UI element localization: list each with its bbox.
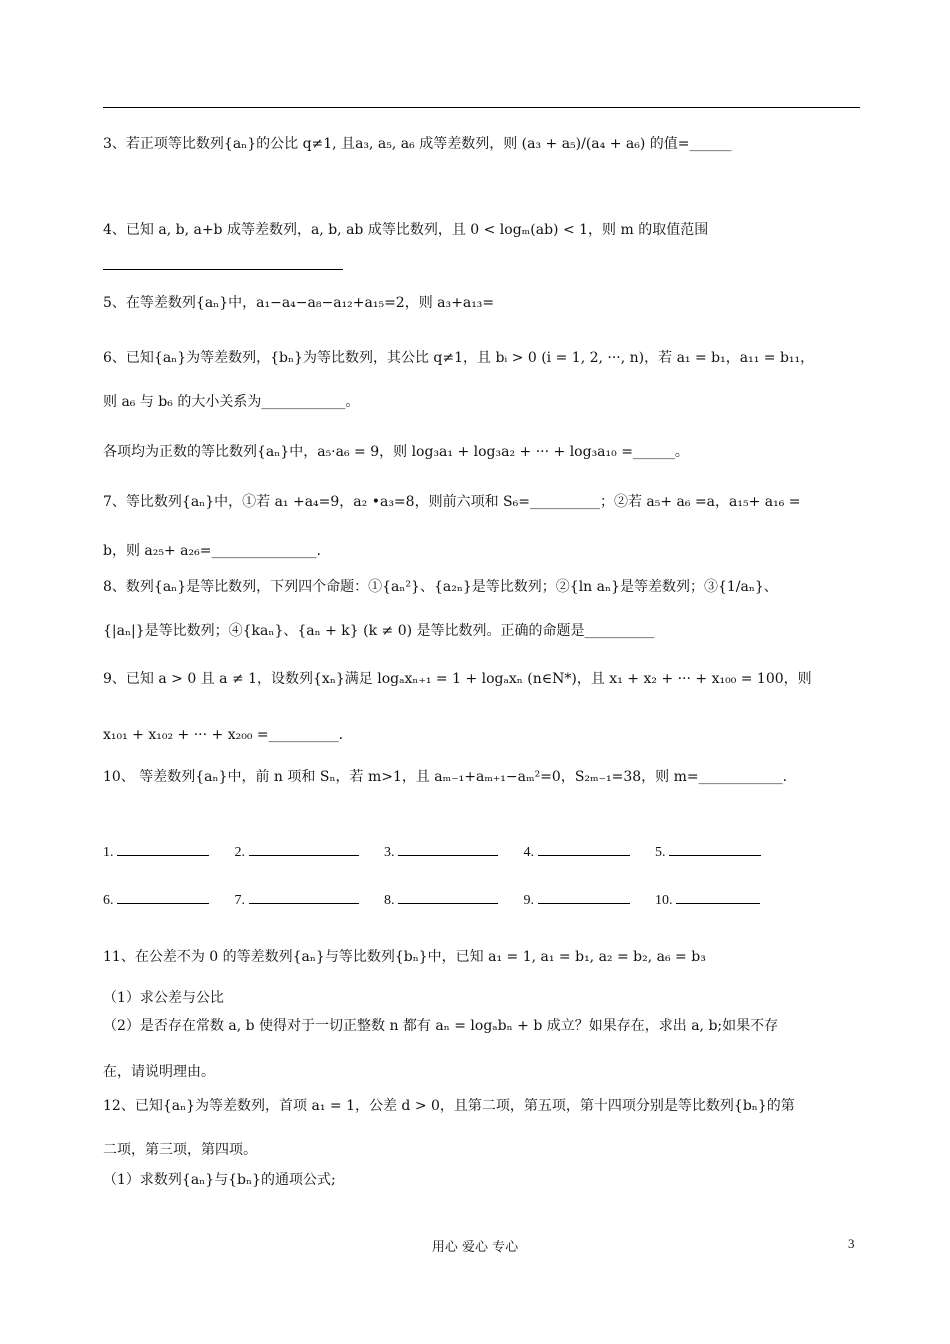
question-9-cont: x₁₀₁ + x₁₀₂ + ··· + x₂₀₀ =__________. — [103, 727, 344, 743]
answers-row-2 — [103, 889, 803, 909]
answer-slot: 8. — [384, 889, 498, 909]
header-rule — [103, 107, 860, 108]
question-6-relation: 则 a₆ 与 b₆ 的大小关系为____________。 — [103, 394, 360, 410]
answer-slot: 3. — [384, 841, 498, 861]
answer-slot: 1. — [103, 841, 209, 861]
answer-slot: 5. — [655, 841, 761, 861]
answer-slot: 9. — [524, 889, 630, 909]
question-12-part1: （1）求数列{aₙ}与{bₙ}的通项公式; — [103, 1172, 336, 1188]
question-6-log: 各项均为正数的等比数列{aₙ}中，a₅·a₆ = 9，则 log₃a₁ + log₃a₂ + ··· + log₃a₁₀ =______。 — [103, 444, 689, 460]
answers-row-1 — [103, 841, 803, 861]
question-4: 4、已知 a, b, a+b 成等差数列，a, b, ab 成等比数列，且 0 < logₘ(ab) < 1，则 m 的取值范围 — [103, 222, 709, 238]
question-7: 7、等比数列{aₙ}中，①若 a₁ +a₄=9，a₂ •a₃=8，则前六项和 S₆=__________；②若 a₅+ a₆ =a，a₁₅+ a₁₆ = — [103, 494, 801, 510]
question-6: 6、已知{aₙ}为等差数列，{bₙ}为等比数列，其公比 q≠1，且 bᵢ > 0 (i = 1, 2, ···, n)，若 a₁ = b₁，a₁₁ = b₁₁， — [103, 350, 815, 366]
answer-slot: 4. — [524, 841, 630, 861]
question-11-part2: （2）是否存在常数 a, b 使得对于一切正整数 n 都有 aₙ = logₐbₙ + b 成立？如果存在，求出 a, b;如果不存 — [103, 1018, 779, 1034]
page-footer: 用心 爱心 专心 — [431, 1240, 519, 1255]
question-8: 8、数列{aₙ}是等比数列，下列四个命题：①{aₙ²}、{a₂ₙ}是等比数列；②{ln aₙ}是等差数列；③{1/aₙ}、 — [103, 579, 778, 595]
question-12: 12、已知{aₙ}为等差数列，首项 a₁ = 1，公差 d > 0，且第二项，第五项，第十四项分别是等比数列{bₙ}的第 — [103, 1098, 795, 1114]
question-7-cont: b，则 a₂₅+ a₂₆=_______________. — [103, 543, 321, 559]
question-8-cont: {|aₙ|}是等比数列；④{kaₙ}、{aₙ + k} (k ≠ 0) 是等比数列。正确的命题是__________ — [103, 623, 655, 639]
question-9: 9、已知 a > 0 且 a ≠ 1，设数列{xₙ}满足 logₐxₙ₊₁ = 1 + logₐxₙ (n∈N*)，且 x₁ + x₂ + ··· + x₁₀₀ = 100，则 — [103, 671, 812, 687]
question-11: 11、在公差不为 0 的等差数列{aₙ}与等比数列{bₙ}中，已知 a₁ = 1, a₁ = b₁, a₂ = b₂, a₆ = b₃ — [103, 949, 706, 965]
question-3: 3、若正项等比数列{aₙ}的公比 q≠1, 且a₃, a₅, a₆ 成等差数列，则 (a₃ + a₅)/(a₄ + a₆) 的值=______ — [103, 136, 732, 152]
question-12-cont: 二项，第三项，第四项。 — [103, 1142, 257, 1158]
question-4-blank — [103, 255, 343, 276]
question-10: 10、 等差数列{aₙ}中，前 n 项和 Sₙ，若 m>1，且 aₘ₋₁+aₘ₊₁−aₘ²=0，S₂ₘ₋₁=38，则 m=____________. — [103, 769, 788, 785]
question-11-part2-cont: 在，请说明理由。 — [103, 1064, 215, 1080]
answer-slot: 10. — [655, 889, 760, 909]
answer-slot: 6. — [103, 889, 209, 909]
question-11-part1: （1）求公差与公比 — [103, 990, 224, 1006]
answer-slot: 2. — [235, 841, 359, 861]
question-5: 5、在等差数列{aₙ}中，a₁−a₄−a₈−a₁₂+a₁₅=2，则 a₃+a₁₃= — [103, 295, 495, 311]
page-number: 3 — [848, 1236, 855, 1251]
answer-slot: 7. — [235, 889, 359, 909]
